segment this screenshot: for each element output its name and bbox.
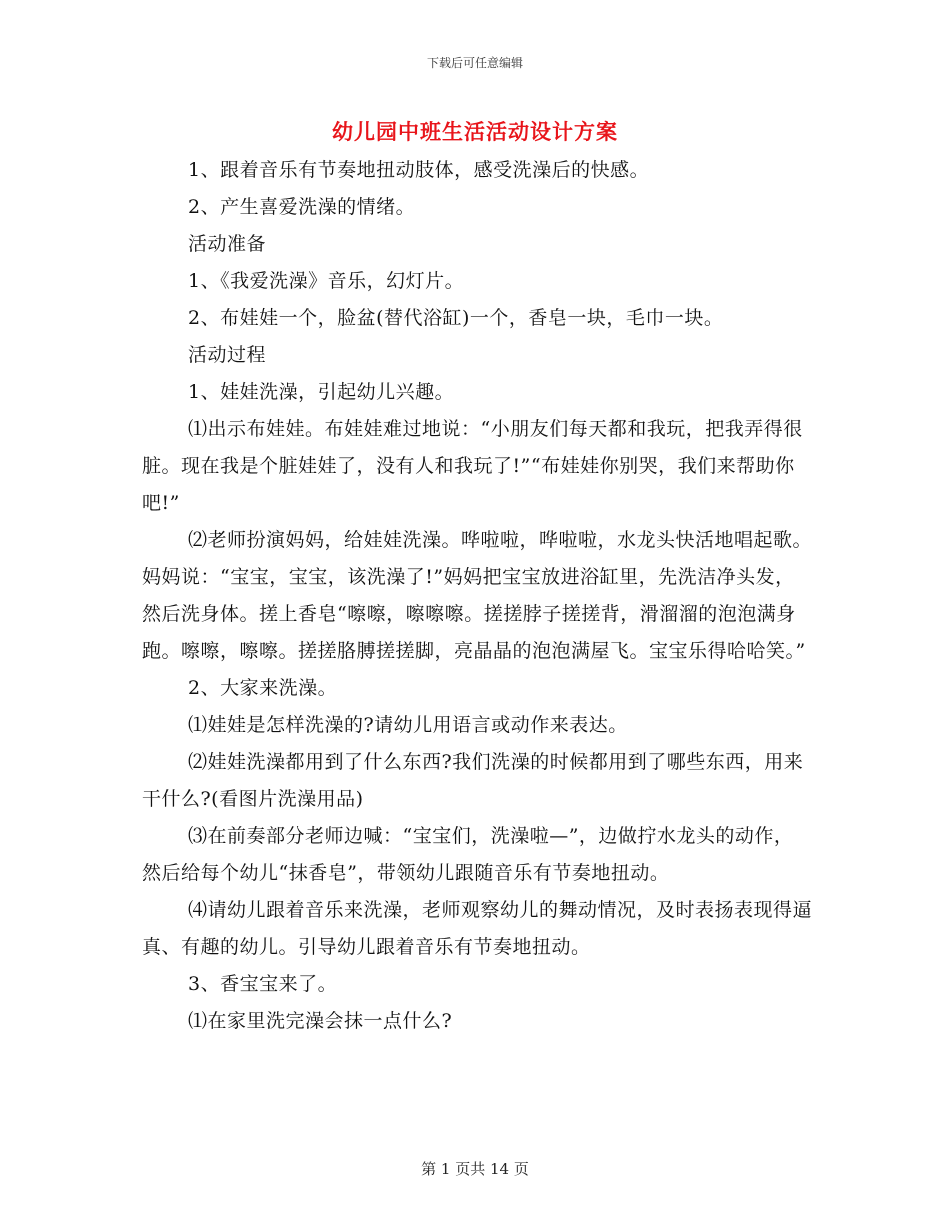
paragraph: ⑴在家里洗完澡会抹一点什么?	[188, 1010, 453, 1032]
document-title: 幼儿园中班生活活动设计方案	[332, 119, 618, 144]
section-heading: 活动过程	[188, 344, 267, 366]
page-footer: 第 1 页共 14 页	[421, 1160, 529, 1178]
paragraph: ⑵老师扮演妈妈，给娃娃洗澡。哗啦啦，哗啦啦，水龙头快活地唱起歌。妈妈说：“宝宝，宝宝，该洗澡了!”妈妈把宝宝放进浴缸里，先洗洁净头发，然后洗身体。搓上香皂“嚓嚓，嚓嚓嚓。搓搓脖子搓搓背，滑溜溜的泡泡满身跑。嚓嚓，嚓嚓。搓搓胳膊搓搓脚，亮晶晶的泡泡满屋飞。宝宝乐得哈哈笑。”	[142, 529, 813, 662]
paragraph: 2、布娃娃一个，脸盆(替代浴缸)一个，香皂一块，毛巾一块。	[188, 307, 724, 329]
paragraph: 1、跟着音乐有节奏地扭动肢体，感受洗澡后的快感。	[188, 159, 650, 181]
paragraph: ⑶在前奏部分老师边喊：“宝宝们，洗澡啦—”，边做拧水龙头的动作，然后给每个幼儿“抹香皂”，带领幼儿跟随音乐有节奏地扭动。	[142, 825, 794, 884]
paragraph: 2、大家来洗澡。	[188, 677, 338, 699]
paragraph: ⑴出示布娃娃。布娃娃难过地说：“小朋友们每天都和我玩，把我弄得很脏。现在我是个脏娃娃了，没有人和我玩了!”“布娃娃你别哭，我们来帮助你吧!”	[142, 418, 803, 514]
paragraph: 1、《我爱洗澡》音乐，幻灯片。	[188, 270, 465, 292]
paragraph: 2、产生喜爱洗澡的情绪。	[188, 196, 416, 218]
paragraph: ⑵娃娃洗澡都用到了什么东西?我们洗澡的时候都用到了哪些东西，用来干什么?(看图片洗澡用品)	[142, 751, 804, 810]
paragraph: 1、娃娃洗澡，引起幼儿兴趣。	[188, 381, 455, 403]
paragraph: ⑷请幼儿跟着音乐来洗澡，老师观察幼儿的舞动情况，及时表扬表现得逼真、有趣的幼儿。引导幼儿跟着音乐有节奏地扭动。	[142, 899, 813, 958]
section-heading: 活动准备	[188, 233, 267, 255]
page-header: 下载后可任意编辑	[426, 56, 523, 70]
paragraph: ⑴娃娃是怎样洗澡的?请幼儿用语言或动作来表达。	[188, 714, 628, 736]
paragraph: 3、香宝宝来了。	[188, 973, 338, 995]
document-body	[142, 152, 812, 1040]
